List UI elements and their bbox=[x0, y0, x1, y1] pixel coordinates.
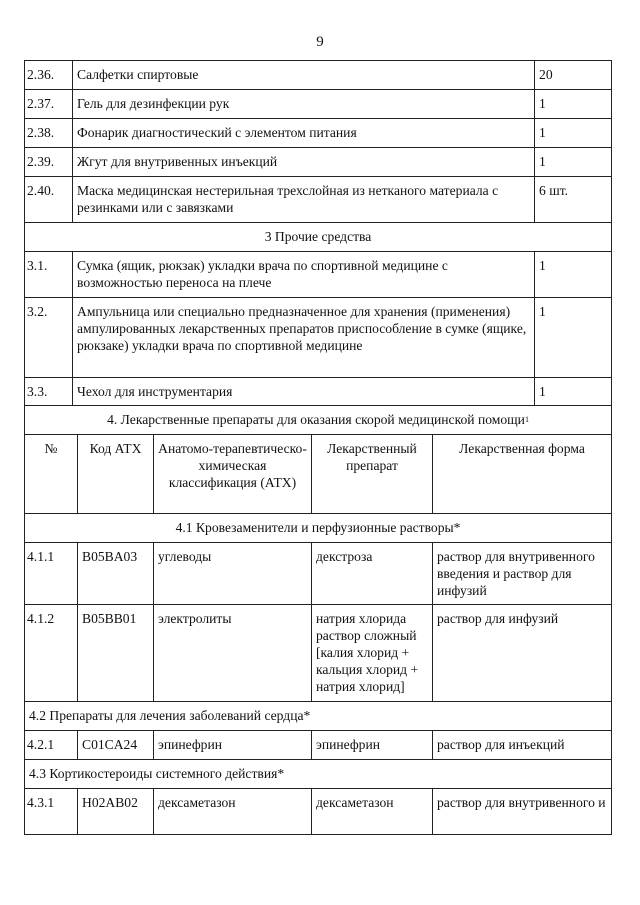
item-number: 3.3. bbox=[25, 378, 73, 406]
table-row bbox=[25, 177, 612, 223]
item-quantity: 1 bbox=[535, 378, 612, 406]
table-row bbox=[25, 731, 612, 760]
item-name: Фонарик диагностический с элементом питания bbox=[73, 119, 535, 148]
equipment-and-drugs-table bbox=[24, 60, 612, 835]
item-name: Маска медицинская нестерильная трехслойная из нетканого материала с резинками или с завязками bbox=[73, 177, 535, 223]
item-number: 2.38. bbox=[25, 119, 73, 148]
table-row bbox=[25, 119, 612, 148]
item-quantity: 1 bbox=[535, 90, 612, 119]
page-number: 9 bbox=[316, 34, 324, 50]
drug-atc-class: электролиты bbox=[154, 605, 312, 702]
item-name: Жгут для внутривенных инъекций bbox=[73, 148, 535, 177]
drug-atc-code: B05BB01 bbox=[78, 605, 154, 702]
drug-form: раствор для внутривенного введения и раствор для инфузий bbox=[433, 543, 612, 605]
item-quantity: 20 bbox=[535, 61, 612, 90]
item-number: 2.40. bbox=[25, 177, 73, 223]
drug-form: раствор для инъекций bbox=[433, 731, 612, 760]
table-row bbox=[25, 61, 612, 90]
section-3-title: 3 Прочие средства bbox=[25, 223, 612, 252]
drug-number: 4.1.1 bbox=[25, 543, 78, 605]
section-4-title bbox=[25, 406, 612, 435]
item-name: Сумка (ящик, рюкзак) укладки врача по спортивной медицине с возможностью переноса на плече bbox=[73, 252, 535, 298]
subsection-heading-row bbox=[25, 514, 612, 543]
drug-number: 4.3.1 bbox=[25, 789, 78, 835]
drug-atc-class: эпинефрин bbox=[154, 731, 312, 760]
table-row bbox=[25, 298, 612, 378]
subsection-heading-row bbox=[25, 702, 612, 731]
drug-atc-code: H02AB02 bbox=[78, 789, 154, 835]
table-row bbox=[25, 543, 612, 605]
item-quantity: 1 bbox=[535, 298, 612, 378]
item-name: Салфетки спиртовые bbox=[73, 61, 535, 90]
header-drug: Лекарственный препарат bbox=[312, 435, 433, 514]
item-quantity: 6 шт. bbox=[535, 177, 612, 223]
table-row bbox=[25, 789, 612, 835]
header-atc-classification: Анатомо-терапевтическо-химическая классификация (АТХ) bbox=[154, 435, 312, 514]
item-number: 3.2. bbox=[25, 298, 73, 378]
item-number: 3.1. bbox=[25, 252, 73, 298]
drug-atc-code: C01CA24 bbox=[78, 731, 154, 760]
subsection-heading-row bbox=[25, 760, 612, 789]
table-row bbox=[25, 90, 612, 119]
item-number: 2.36. bbox=[25, 61, 73, 90]
drug-name: натрия хлорида раствор сложный [калия хлорид + кальция хлорид + натрия хлорид] bbox=[312, 605, 433, 702]
table-header-row bbox=[25, 435, 612, 514]
subsection-4-2-title: 4.2 Препараты для лечения заболеваний сердца* bbox=[25, 702, 612, 731]
section-heading-row bbox=[25, 223, 612, 252]
drug-form: раствор для внутривенного и bbox=[433, 789, 612, 835]
table-row bbox=[25, 605, 612, 702]
item-quantity: 1 bbox=[535, 119, 612, 148]
item-number: 2.39. bbox=[25, 148, 73, 177]
drug-form: раствор для инфузий bbox=[433, 605, 612, 702]
drug-name: дексаметазон bbox=[312, 789, 433, 835]
header-number: № bbox=[25, 435, 78, 514]
table-row bbox=[25, 252, 612, 298]
section-4-title-text: 4. Лекарственные препараты для оказания скорой медицинской помощи bbox=[107, 412, 525, 427]
item-quantity: 1 bbox=[535, 252, 612, 298]
footnote-marker: 1 bbox=[524, 415, 529, 424]
table-row bbox=[25, 378, 612, 406]
drug-atc-class: дексаметазон bbox=[154, 789, 312, 835]
item-quantity: 1 bbox=[535, 148, 612, 177]
drug-number: 4.2.1 bbox=[25, 731, 78, 760]
section-heading-row bbox=[25, 406, 612, 435]
subsection-4-1-title: 4.1 Кровезаменители и перфузионные растворы* bbox=[25, 514, 612, 543]
subsection-4-3-title: 4.3 Кортикостероиды системного действия* bbox=[25, 760, 612, 789]
drug-name: эпинефрин bbox=[312, 731, 433, 760]
item-name: Гель для дезинфекции рук bbox=[73, 90, 535, 119]
drug-number: 4.1.2 bbox=[25, 605, 78, 702]
item-name: Чехол для инструментария bbox=[73, 378, 535, 406]
item-name: Ампульница или специально предназначенное для хранения (применения) ампулированных лекарственных препаратов приспособление в сумке (ящике, рюкзаке) укладки врача по спортивной медицине bbox=[73, 298, 535, 378]
drug-name: декстроза bbox=[312, 543, 433, 605]
header-dosage-form: Лекарственная форма bbox=[433, 435, 612, 514]
table-row bbox=[25, 148, 612, 177]
drug-atc-class: углеводы bbox=[154, 543, 312, 605]
drug-atc-code: B05BA03 bbox=[78, 543, 154, 605]
header-atc-code: Код АТХ bbox=[78, 435, 154, 514]
item-number: 2.37. bbox=[25, 90, 73, 119]
